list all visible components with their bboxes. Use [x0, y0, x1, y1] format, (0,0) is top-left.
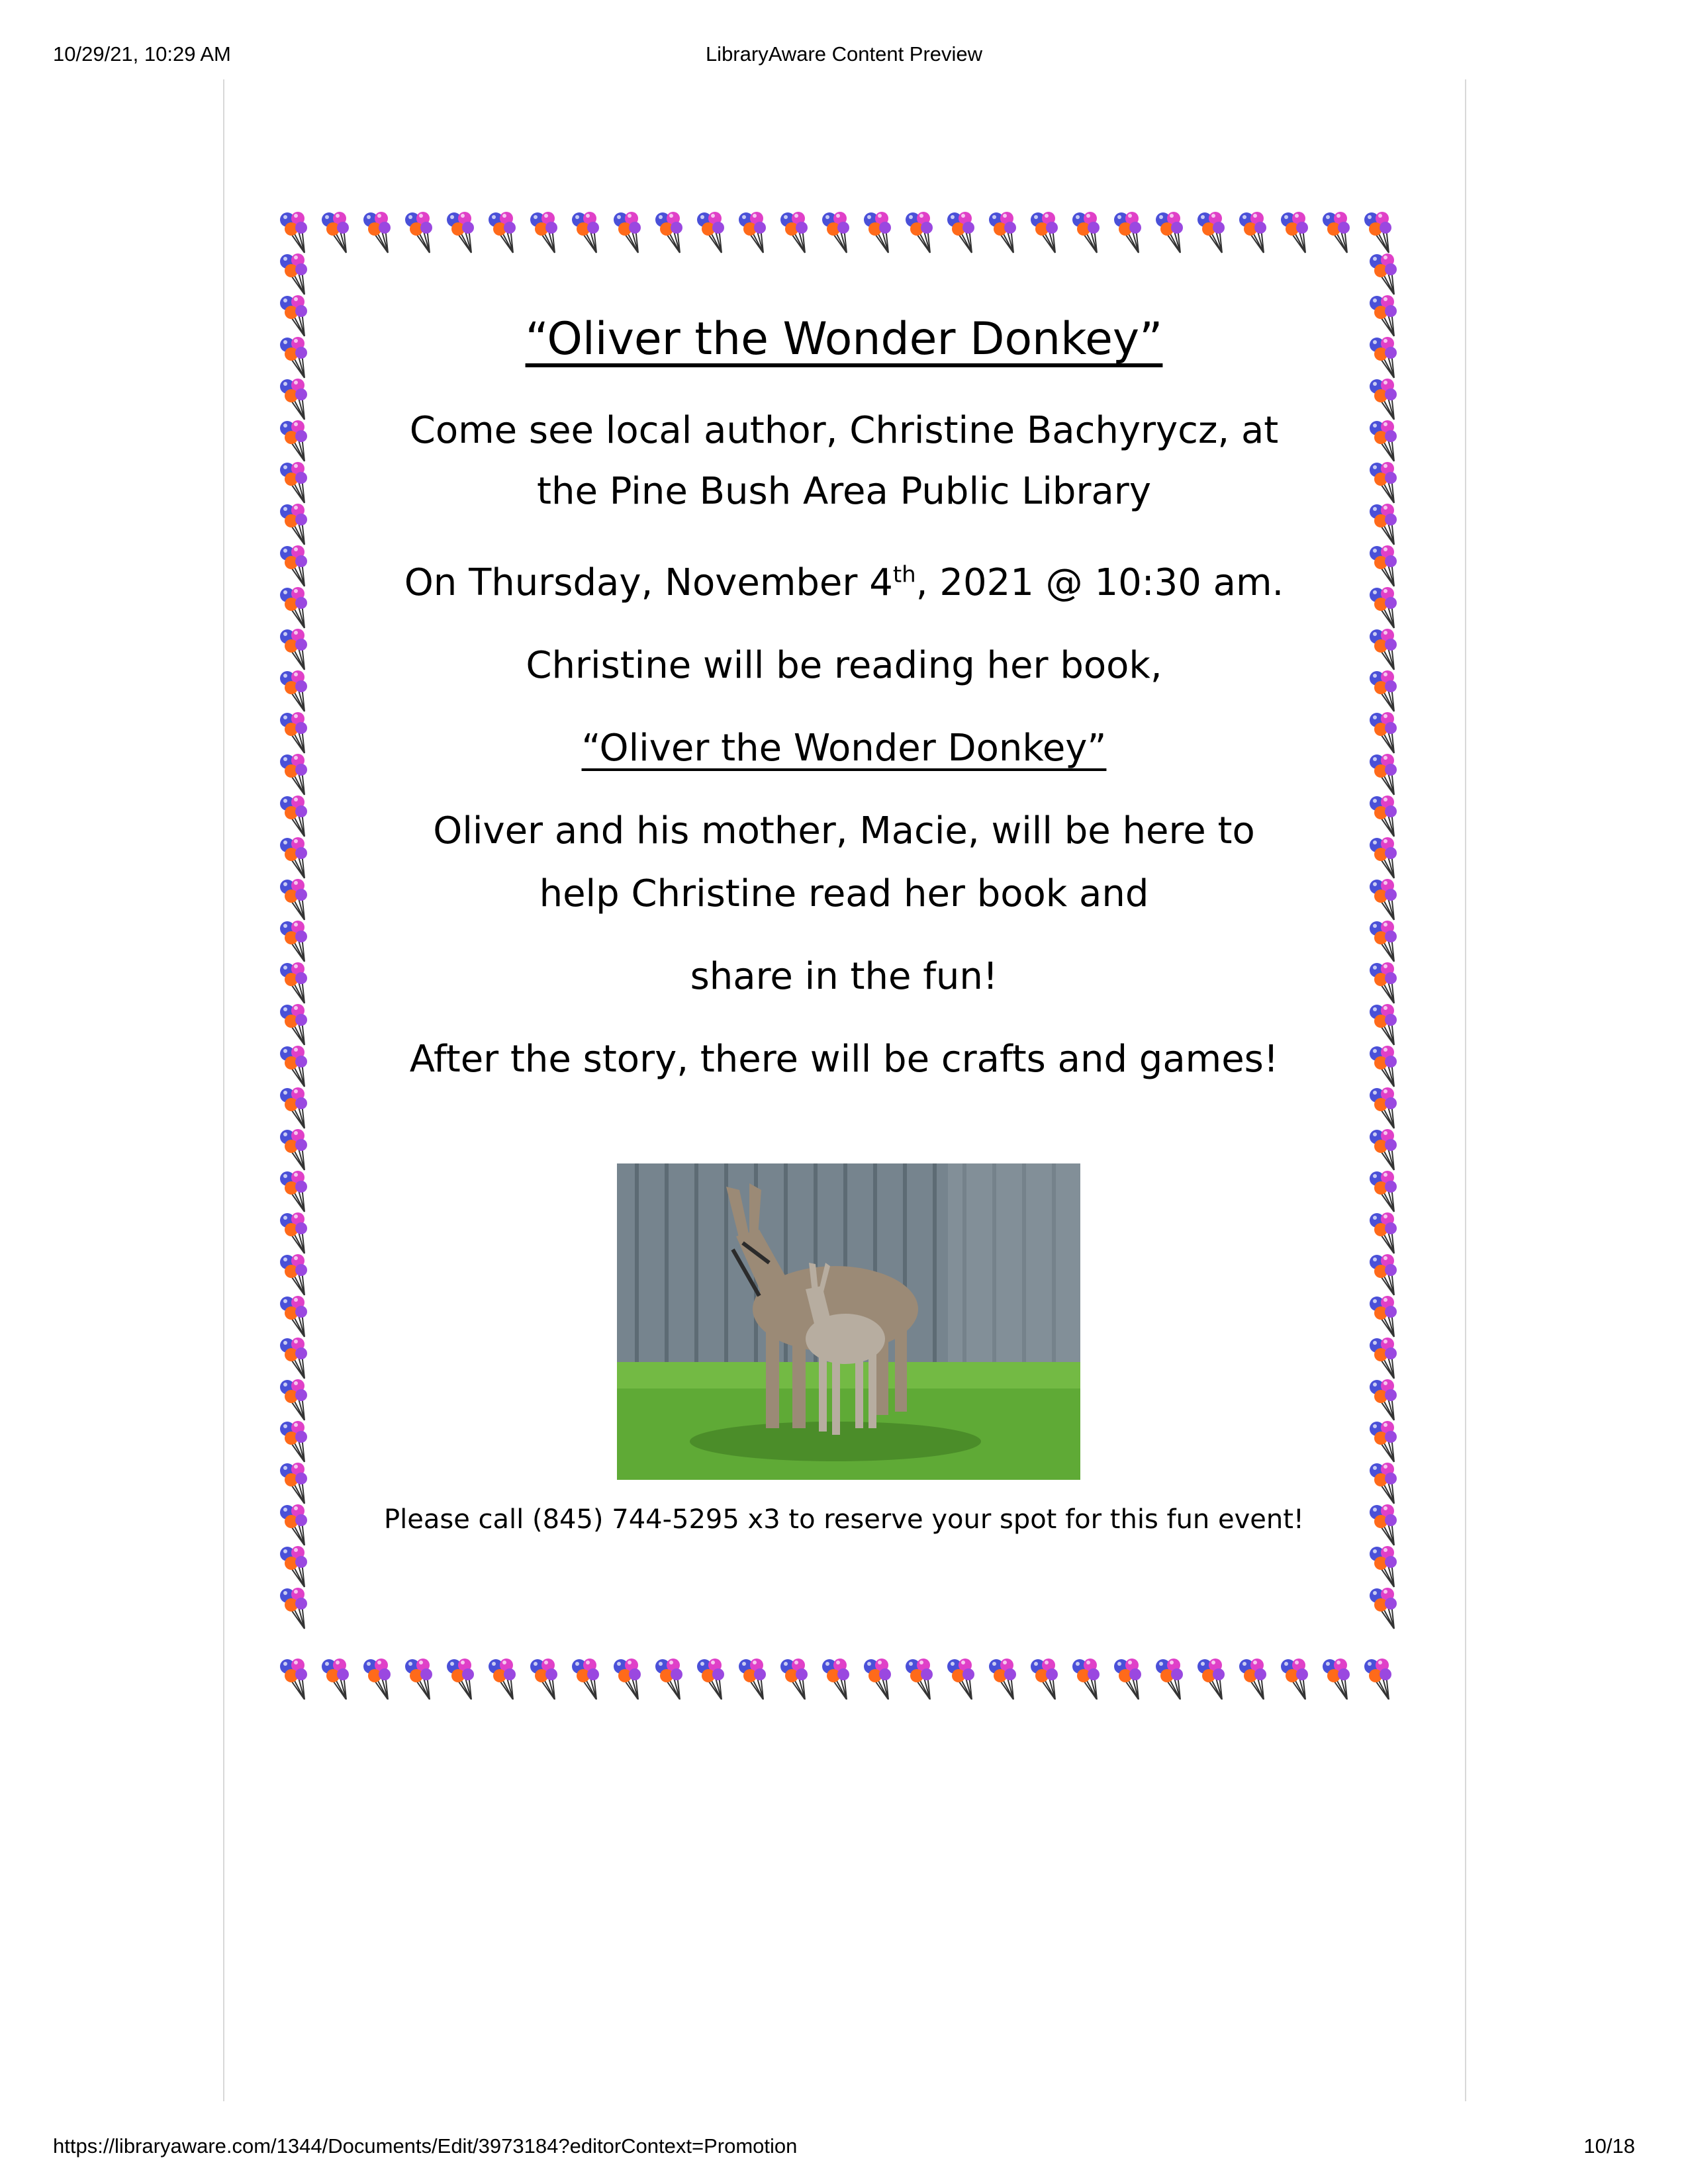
balloon-bunch-icon [447, 1659, 474, 1700]
balloon-bunch-icon [280, 1212, 307, 1253]
balloon-bunch-icon [655, 1659, 682, 1700]
balloon-bunch-icon [280, 253, 307, 295]
balloon-bunch-icon [572, 212, 599, 253]
balloon-bunch-icon [405, 1659, 432, 1700]
balloon-bunch-icon [280, 1379, 307, 1420]
balloon-bunch-icon [322, 1659, 349, 1700]
balloon-bunch-icon [906, 212, 933, 253]
balloon-bunch-icon [280, 1087, 307, 1128]
balloon-bunch-icon [989, 212, 1016, 253]
balloon-bunch-icon [280, 1171, 307, 1212]
balloon-bunch-icon [864, 212, 891, 253]
balloon-bunch-icon [447, 212, 474, 253]
reading-line: Christine will be reading her book, [526, 644, 1162, 687]
balloon-bunch-icon [489, 1659, 516, 1700]
balloon-bunch-icon [530, 1659, 557, 1700]
balloon-bunch-icon [1370, 1087, 1397, 1128]
balloon-bunch-icon [1370, 1254, 1397, 1295]
balloon-bunch-icon [280, 1659, 307, 1700]
balloon-bunch-icon [1239, 1659, 1266, 1700]
balloon-bunch-icon [280, 1296, 307, 1337]
balloon-bunch-icon [1072, 1659, 1100, 1700]
donkey-photo [617, 1163, 1080, 1480]
balloon-bunch-icon [1031, 212, 1058, 253]
balloon-bunch-icon [1370, 1546, 1397, 1587]
balloon-bunch-icon [1370, 1588, 1397, 1629]
balloon-bunch-icon [1370, 1421, 1397, 1462]
balloon-bunch-icon [947, 1659, 974, 1700]
balloon-bunch-icon [780, 212, 808, 253]
balloon-bunch-icon [697, 1659, 724, 1700]
balloon-bunch-icon [739, 1659, 766, 1700]
balloon-bunch-icon [1364, 212, 1391, 253]
balloon-bunch-icon [280, 1129, 307, 1170]
date-line [278, 561, 1410, 604]
balloon-bunch-icon [1370, 1212, 1397, 1253]
balloon-bunch-icon [280, 212, 307, 253]
balloon-bunch-icon [1114, 1659, 1141, 1700]
balloon-bunch-icon [655, 212, 682, 253]
balloon-bunch-icon [822, 1659, 849, 1700]
print-datetime: 10/29/21, 10:29 AM [53, 42, 231, 66]
balloon-bunch-icon [1370, 1171, 1397, 1212]
date-time-text: , 2021 @ 10:30 am. [915, 561, 1284, 604]
print-page-number: 10/18 [1583, 2134, 1635, 2158]
balloon-bunch-icon [1370, 1463, 1397, 1504]
library-line: the Pine Bush Area Public Library [537, 470, 1151, 513]
balloon-bunch-icon [947, 212, 974, 253]
balloon-bunch-icon [322, 212, 349, 253]
date-text: On Thursday, November 4 [404, 561, 893, 604]
page-rule-right [1465, 79, 1466, 2101]
guests-line: Oliver and his mother, Macie, will be here to [433, 809, 1255, 852]
balloon-bunch-icon [1281, 1659, 1308, 1700]
fun-line: share in the fun! [690, 955, 998, 998]
book-title: “Oliver the Wonder Donkey” [581, 727, 1107, 770]
date-ordinal: th [892, 561, 916, 588]
balloon-bunch-icon [1364, 1659, 1391, 1700]
balloon-bunch-icon [363, 212, 391, 253]
balloon-bunch-icon [906, 1659, 933, 1700]
balloon-bunch-icon [614, 212, 641, 253]
balloon-bunch-icon [280, 1421, 307, 1462]
help-line: help Christine read her book and [539, 872, 1149, 915]
author-line: Come see local author, Christine Bachyrycz, at [409, 409, 1279, 452]
balloon-bunch-icon [864, 1659, 891, 1700]
balloon-bunch-icon [363, 1659, 391, 1700]
balloon-bunch-icon [280, 1254, 307, 1295]
balloon-bunch-icon [1281, 212, 1308, 253]
balloon-bunch-icon [489, 212, 516, 253]
balloon-bunch-icon [530, 212, 557, 253]
balloon-bunch-icon [1156, 1659, 1183, 1700]
print-url: https://libraryaware.com/1344/Documents/Edit/3973184?editorContext=Promotion [53, 2134, 798, 2158]
balloon-bunch-icon [1156, 212, 1183, 253]
balloon-bunch-icon [822, 212, 849, 253]
balloon-bunch-icon [1239, 212, 1266, 253]
balloon-bunch-icon [280, 1463, 307, 1504]
balloon-bunch-icon [697, 212, 724, 253]
balloon-bunch-icon [989, 1659, 1016, 1700]
balloon-bunch-icon [1370, 1296, 1397, 1337]
balloon-bunch-icon [739, 212, 766, 253]
print-title: LibraryAware Content Preview [705, 42, 983, 66]
balloon-bunch-icon [1370, 1379, 1397, 1420]
balloon-bunch-icon [1323, 212, 1350, 253]
balloon-bunch-icon [1197, 1659, 1225, 1700]
balloon-bunch-icon [1031, 1659, 1058, 1700]
balloon-bunch-icon [1323, 1659, 1350, 1700]
flyer-title: “Oliver the Wonder Donkey” [525, 313, 1163, 365]
balloon-bunch-icon [1370, 1129, 1397, 1170]
event-flyer [278, 210, 1410, 1700]
balloon-bunch-icon [1197, 212, 1225, 253]
balloon-bunch-icon [280, 1588, 307, 1629]
balloon-bunch-icon [1370, 253, 1397, 295]
activities-line: After the story, there will be crafts and games! [409, 1038, 1279, 1081]
balloon-bunch-icon [280, 1546, 307, 1587]
reserve-line: Please call (845) 744-5295 x3 to reserve your spot for this fun event! [384, 1504, 1304, 1535]
balloon-bunch-icon [405, 212, 432, 253]
balloon-bunch-icon [614, 1659, 641, 1700]
balloon-bunch-icon [1370, 1338, 1397, 1379]
page-rule-left [223, 79, 224, 2101]
balloon-bunch-icon [780, 1659, 808, 1700]
balloon-bunch-icon [1114, 212, 1141, 253]
balloon-bunch-icon [572, 1659, 599, 1700]
balloon-bunch-icon [280, 1338, 307, 1379]
balloon-bunch-icon [1072, 212, 1100, 253]
